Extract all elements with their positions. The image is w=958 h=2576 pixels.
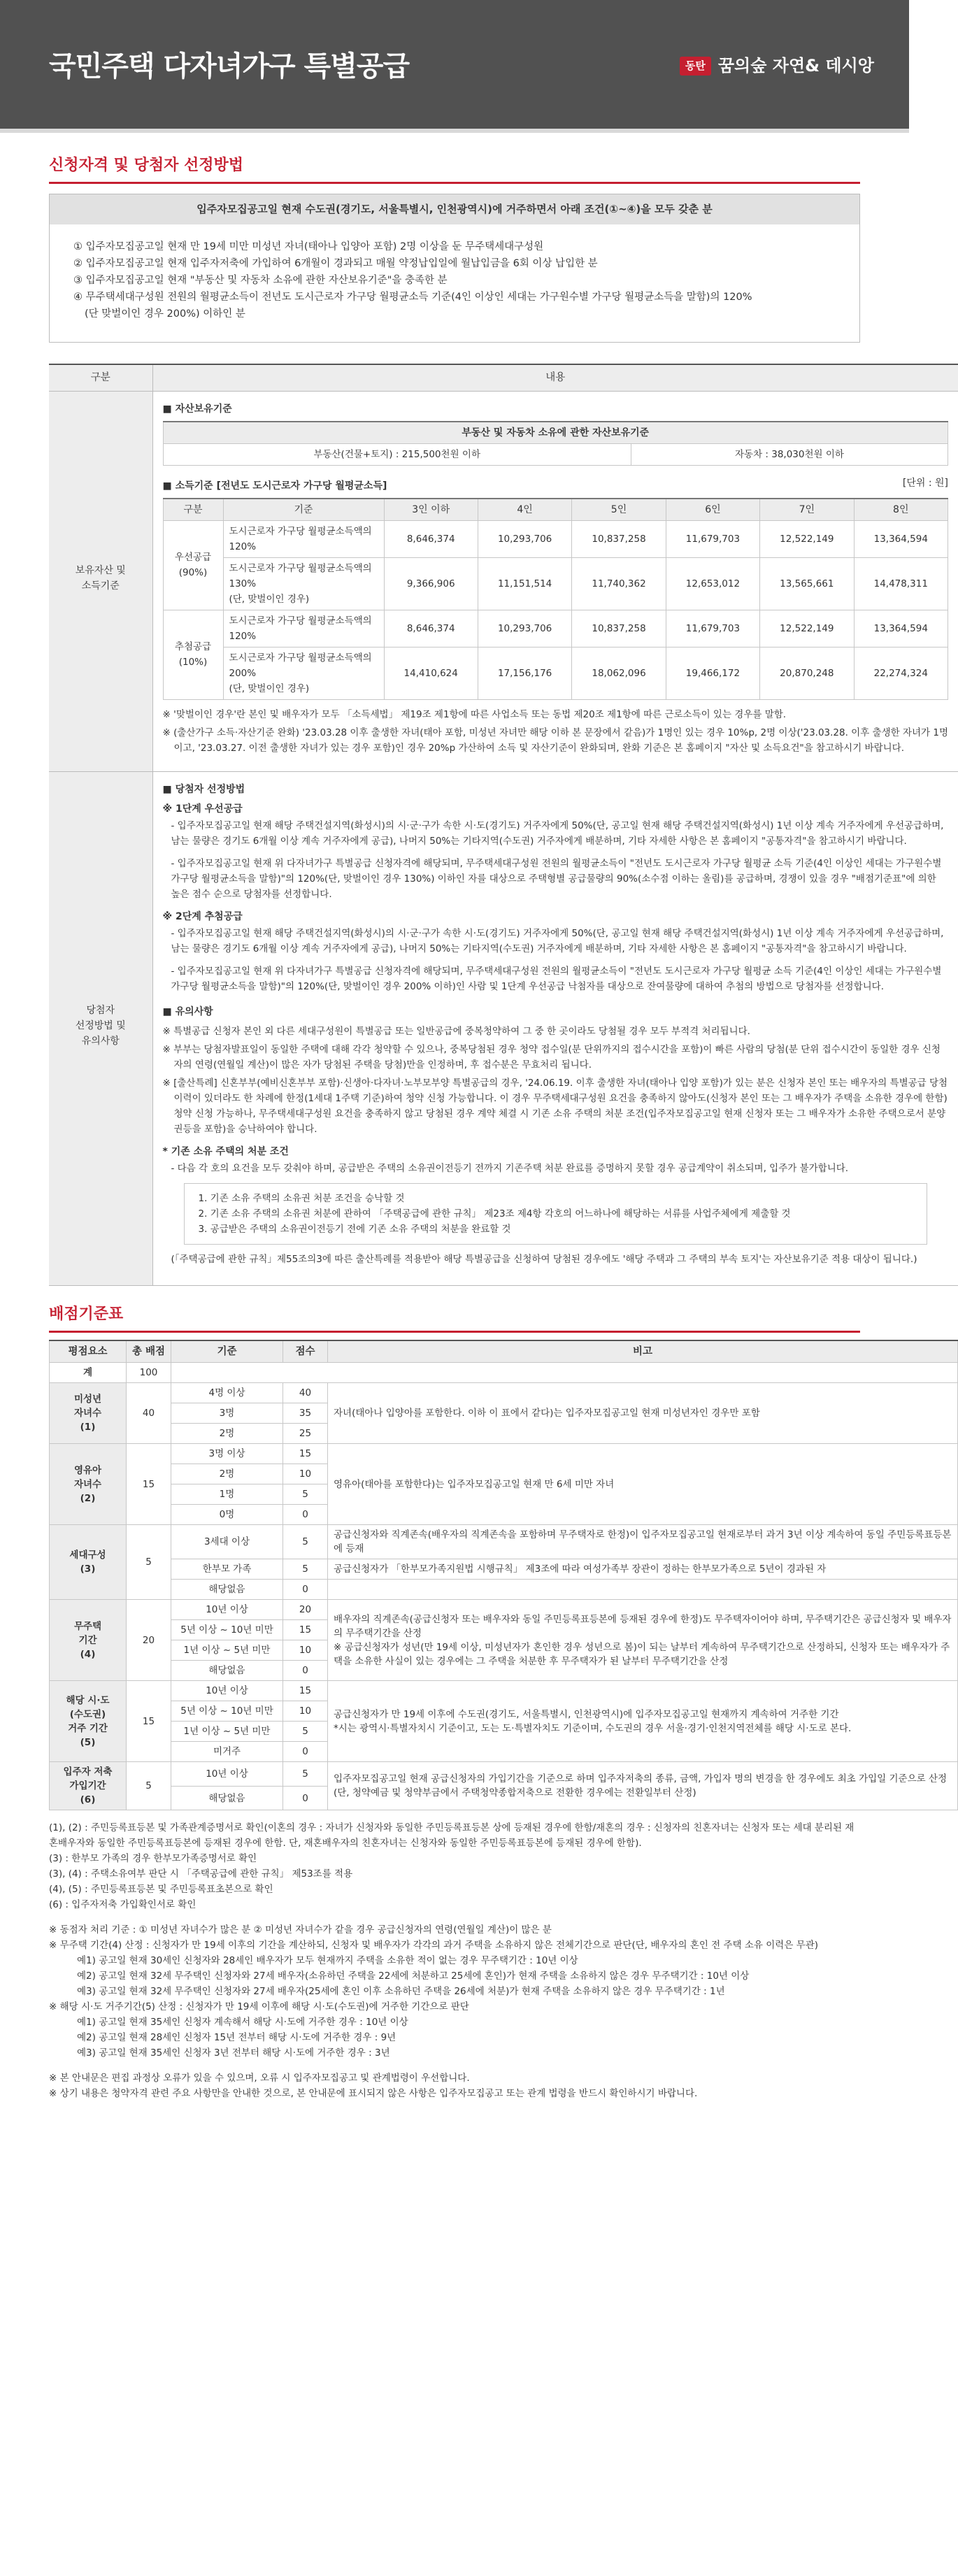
score-criterion: 1년 이상 ~ 5년 미만 [171,1722,283,1742]
score-points: 35 [283,1403,328,1424]
asset-head: 부동산 및 자동차 소유에 관한 자산보유기준 [163,422,948,444]
score-max: 15 [127,1681,171,1762]
score-points: 5 [283,1762,328,1787]
income-value: 13,565,661 [760,557,854,610]
phase1-title: ※ 1단계 우선공급 [162,803,243,815]
footnote: 예1) 공고일 현재 35세인 신청자 계속해서 해당 시·도에 거주한 경우 : 10년 이상 [77,2017,408,2028]
score-points: 10 [283,1701,328,1722]
income-col-header: 구분 [163,499,223,521]
income-col-header: 8인 [854,499,948,521]
income-value: 10,837,258 [572,520,666,557]
score-total-label: 계 [50,1363,127,1383]
income-col-header: 5인 [572,499,666,521]
income-note: ※ (출산가구 소득·자산기준 완화) '23.03.28 이후 출생한 자녀(태아 포함, 미성년 자녀만 해당 이하 본 문장에서 같음)가 1명인 있는 경우 10%p, 2명 이상('23.03.28. 이후 출생한 자녀가 1명이고, '23.03.27. 이전 출생한 자녀가 있는 경우 포함)인 경우 20%p 가산하여 소득 및 자산기준이 완화되며, 완화 기준은 본 홈페이지 "자산 및 소득요건"을 참고하시기 바랍니다. [162,727,949,754]
dispose-box [184,1183,928,1245]
income-value: 12,522,149 [760,520,854,557]
income-value: 8,646,374 [384,520,478,557]
income-group: 우선공급 (90%) [163,520,223,610]
score-col-header: 점수 [283,1340,328,1363]
income-criteria: 도시근로자 가구당 월평균소득액의 200% (단, 맞벌이인 경우) [223,647,384,699]
asset-table [163,421,949,466]
income-value: 10,293,706 [478,520,571,557]
income-note: ※ '맞벌이인 경우'란 본인 및 배우자가 모두 「소득세법」 제19조 제1항에 따른 사업소득 또는 동법 제20조 제1항에 따른 근로소득이 있는 경우를 말함. [162,708,787,720]
empty-cell [328,1580,958,1600]
score-points: 40 [283,1383,328,1403]
phase1-para: - 입주자모집공고일 현재 해당 주택건설지역(화성시)의 시·군·구가 속한 시·도(경기도) 거주자에게 50%(단, 공고일 현재 해당 주택건설지역(화성시) 1년 이상 계속 거주자에게 우선공급하며, 남는 물량은 경기도 6개월 이상 계속 거주자에게 공급), 나머지 50%는 기타지역(수도권) 거주자에게 배분하며, 기타 자세한 사항은 본 홈페이지 "공통자격"을 참고하시기 바랍니다. [171,820,944,847]
eligibility-table [49,364,958,1286]
footnote: ※ 본 안내문은 편집 과정상 오류가 있을 수 있으며, 오류 시 입주자모집공고 및 관계법령이 우선합니다. [49,2073,470,2084]
score-note: 자녀(태아나 입양아를 포함한다. 이하 이 표에서 같다)는 입주자모집공고일 현재 미성년자인 경우만 포함 [328,1383,958,1444]
score-criterion: 0명 [171,1505,283,1525]
row-label-text: 당첨자 선정방법 및 유의사항 [75,1004,126,1047]
income-value: 12,653,012 [666,557,759,610]
score-note: 입주자모집공고일 현재 공급신청자의 가입기간을 기준으로 하며 입주자저축의 종류, 금액, 가입자 명의 변경을 한 경우에도 최초 가입일 기준으로 산정 (단, 청약예금 및 청약부금에서 주택청약종합저축으로 전환한 경우에는 전환일부터 산정) [328,1762,958,1810]
caution-title: ■ 유의사항 [162,1006,213,1017]
score-points: 0 [283,1505,328,1525]
score-factor: 해당 시·도 (수도권) 거주 기간 (5) [50,1681,127,1762]
score-max: 5 [127,1525,171,1600]
income-criteria: 도시근로자 가구당 월평균소득액의 120% [223,520,384,557]
condition-item: ③ 입주자모집공고일 현재 "부동산 및 자동차 소유에 관한 자산보유기준"을 충족한 분 [73,275,448,287]
caution-list [163,1024,949,1137]
score-criterion: 1년 이상 ~ 5년 미만 [171,1640,283,1661]
income-col-header: 6인 [666,499,759,521]
condition-item: ④ 무주택세대구성원 전원의 월평균소득이 전년도 도시근로자 가구당 월평균소득 기준(4인 이상인 세대는 가구원수별 가구당 월평균소득을 말함)의 120% [73,292,752,303]
income-value: 13,364,594 [854,610,948,647]
footnote: ※ 해당 시·도 거주기간(5) 산정 : 신청자가 만 19세 이후에 해당 시·도(수도권)에 거주한 기간으로 판단 [49,2001,469,2013]
footnote [49,2061,860,2070]
income-value: 10,837,258 [572,610,666,647]
income-value: 11,679,703 [666,610,759,647]
score-note: 영유아(태아를 포함한다)는 입주자모집공고일 현재 만 6세 미만 자녀 [328,1444,958,1525]
score-max: 20 [127,1600,171,1681]
table-row [50,1559,958,1580]
table-row [50,1383,958,1403]
score-criterion: 3명 이상 [171,1444,283,1464]
income-value: 11,151,514 [478,557,571,610]
condition-item: (단 맞벌이인 경우 200%) 이하인 분 [85,308,245,320]
table-row [50,1762,958,1787]
income-value: 10,293,706 [478,610,571,647]
score-criterion: 해당없음 [171,1786,283,1810]
score-points: 25 [283,1424,328,1444]
caution-item: ※ 특별공급 신청자 본인 외 다른 세대구성원이 특별공급 또는 일반공급에 중복청약하여 그 중 한 곳이라도 당첨될 경우 모두 부적격 처리됩니다. [162,1025,750,1037]
brand [680,53,874,79]
footnote: (3), (4) : 주택소유여부 판단 시 「주택공급에 관한 규칙」 제53조를 적용 [49,1868,353,1880]
table-row [50,1580,958,1600]
footnote: ※ 무주택 기간(4) 산정 : 신청자가 만 19세 이후의 기간을 계산하되, 신청자 및 배우자가 각각의 과거 주택을 소유하지 않은 전체기간으로 판단(단, 배우자의 혼인 전 주택 소유 이력은 무관) [49,1940,819,1952]
income-value: 18,062,096 [572,647,666,699]
income-title: ■ 소득기준 [전년도 도시근로자 가구당 월평균소득] [162,480,387,492]
score-max: 5 [127,1762,171,1810]
score-points: 0 [283,1580,328,1600]
dispose-item: 2. 기존 소유 주택의 소유권 처분에 관하여 「주택공급에 관한 규칙」 제23조 제4항 각호의 어느하나에 해당하는 서류를 사업주체에게 제출할 것 [198,1208,791,1219]
income-value: 22,274,324 [854,647,948,699]
section-title-score: 배점기준표 [49,1305,124,1323]
asset-car: 자동차 : 38,030천원 이하 [631,443,948,465]
income-col-header: 4인 [478,499,571,521]
income-value: 20,870,248 [760,647,854,699]
footnote: ※ 동점자 처리 기준 : ① 미성년 자녀수가 많은 분 ② 미성년 자녀수가 같을 경우 공급신청자의 연령(연월일 계산)이 많은 분 [49,1924,552,1936]
score-points: 5 [283,1484,328,1505]
assets-content [152,391,958,771]
table-row [50,1681,958,1701]
dispose-text: - 다음 각 호의 요건을 모두 갖춰야 하며, 공급받은 주택의 소유권이전등기 전까지 기존주택 처분 완료를 증명하지 못할 경우 공급계약이 취소되며, 입주가 불가합니다. [171,1162,849,1174]
condition-item: ① 입주자모집공고일 현재 만 19세 미만 미성년 자녀(태아나 입양아 포함) 2명 이상을 둔 무주택세대구성원 [73,241,544,253]
score-col-header: 비고 [328,1340,958,1363]
income-value: 14,410,624 [384,647,478,699]
selection-content [152,771,958,1285]
score-total: 100 [127,1363,171,1383]
score-col-header: 기준 [171,1340,283,1363]
score-criterion: 10년 이상 [171,1681,283,1701]
score-factor: 입주자 저축 가입기간 (6) [50,1762,127,1810]
row-label-selection [49,771,152,1285]
footnote: ※ 상기 내용은 청약자격 관련 주요 사항만을 안내한 것으로, 본 안내문에 표시되지 않은 사항은 입주자모집공고 또는 관계 법령을 반드시 확인하시기 바랍니다. [49,2088,698,2100]
condition-head: 입주자모집공고일 현재 수도권(경기도, 서울특별시, 인천광역시)에 거주하면서 아래 조건(①~④)을 모두 갖춘 분 [50,194,859,224]
income-value: 11,679,703 [666,520,759,557]
footnote: (3) : 한부모 가족의 경우 한부모가족증명서로 확인 [49,1853,257,1865]
asset-title: ■ 자산보유기준 [162,403,232,415]
income-value: 19,466,172 [666,647,759,699]
score-points: 15 [283,1620,328,1640]
region-badge: 동탄 [680,57,711,76]
dispose-title: * 기존 소유 주택의 처분 조건 [162,1145,289,1157]
income-value: 12,522,149 [760,610,854,647]
income-value: 11,740,362 [572,557,666,610]
score-criterion: 4명 이상 [171,1383,283,1403]
unit-label: [단위 : 원] [902,477,948,489]
score-factor: 미성년 자녀수 (1) [50,1383,127,1444]
score-points: 0 [283,1786,328,1810]
footnote: 예3) 공고일 현재 35세인 신청자 3년 전부터 해당 시·도에 거주한 경우 : 3년 [77,2047,390,2059]
income-table [163,498,949,700]
score-criterion: 미거주 [171,1742,283,1762]
table-row [50,1525,958,1559]
income-col-header: 기준 [223,499,384,521]
footnote: 예3) 공고일 현재 32세 무주택인 신청자와 27세 배우자(25세에 혼인 이후 소유하던 주택을 26세에 처분)가 현재 주택을 소유하지 않은 경우 무주택기간 : 1년 [77,1986,725,1998]
dispose-item: 1. 기존 소유 주택의 소유권 처분 조건을 승낙할 것 [198,1192,405,1204]
footnote: 예2) 공고일 현재 32세 무주택인 신청자와 27세 배우자(소유하던 주택을 22세에 처분하고 25세에 혼인)가 현재 주택을 소유하지 않은 경우 무주택기간 : 10년 이상 [77,1970,750,1982]
footnote: 예1) 공고일 현재 30세인 신청자와 28세인 배우자가 모두 현재까지 주택을 소유한 적이 없는 경우 무주택기간 : 10년 이상 [77,1955,578,1967]
score-criterion: 5년 이상 ~ 10년 미만 [171,1620,283,1640]
condition-item: ② 입주자모집공고일 현재 입주자저축에 가입하여 6개월이 경과되고 매월 약정납입일에 월납입금을 6회 이상 납입한 분 [73,258,598,270]
col-header-category: 구분 [49,364,152,391]
phase1-para: - 입주자모집공고일 현재 위 다자녀가구 특별공급 신청자격에 해당되며, 무주택세대구성원 전원의 월평균소득이 "전년도 도시근로자 가구당 월평균 소득 기준(4인 이상인 세대는 가구원수별 가구당 월평균소득을 말함)"의 120%(단, 맞벌이인 경우 130%) 이하인 자를 대상으로 주택형별 공급물량의 90%(소수점 이하는 올림)를 공급하며, 경쟁이 있을 경우 "배점기준표"에 의한 높은 점수 순으로 당첨자를 선정합니다. [171,857,942,900]
row-label-assets [49,391,152,771]
row-label-text: 보유자산 및 소득기준 [75,565,126,592]
income-notes [163,707,949,756]
score-points: 5 [283,1525,328,1559]
footnotes [49,1820,860,1912]
selection-title: ■ 당첨자 선정방법 [162,783,245,795]
table-row [50,1600,958,1620]
score-note: 공급신청자가 만 19세 이후에 수도권(경기도, 서울특별시, 인천광역시)에 입주자모집공고일 현재까지 계속하여 거주한 기간 *시는 광역시·특별자치시 기준이고, 도는 도·특별자치도 기준이며, 수도권의 경우 서울·경기·인천지역전체를 해당 시·도로 본다. [328,1681,958,1762]
score-max: 15 [127,1444,171,1525]
score-points: 15 [283,1681,328,1701]
score-points: 5 [283,1559,328,1580]
score-points: 10 [283,1464,328,1484]
score-criterion: 10년 이상 [171,1762,283,1787]
score-factor: 영유아 자녀수 (2) [50,1444,127,1525]
score-table [49,1340,958,1810]
phase2-title: ※ 2단계 추첨공급 [162,910,243,922]
footnote: (4), (5) : 주민등록표등본 및 주민등록표초본으로 확인 [49,1884,273,1896]
score-col-header: 총 배점 [127,1340,171,1363]
income-col-header: 7인 [760,499,854,521]
caution-item: ※ [출산특례] 신혼부부(예비신혼부부 포함)·신생아·다자녀·노부모부양 특별공급의 경우, '24.06.19. 이후 출생한 자녀(태아나 입양 포함)가 있는 분은 신청자 본인 또는 배우자의 특별공급 당첨이력이 있더라도 한 차례에 한정(1세대 1주택 기준)하여 청약 신청 가능합니다. 이 경우 무주택세대구성원 요건을 충족하지 않아도(신청자 본인 또는 그 배우자가 주택을 소유한 경우에 한함) 청약 신청 가능하나, 무주택세대구성원 요건을 충족하지 않고 당첨된 경우 계약 체결 시 기존 소유 주택의 처분 조건(입주자모집공고일 현재 신청자 또는 그 배우자가 소유한 주택으로서 분양권등을 포함)을 승낙하여야 합니다. [162,1077,948,1135]
phase2-para: - 입주자모집공고일 현재 위 다자녀가구 특별공급 신청자격에 해당되며, 무주택세대구성원 전원의 월평균소득이 "전년도 도시근로자 가구당 월평균 소득 기준(4인 이상인 세대는 가구원수별 가구당 월평균소득을 말함)"의 120%(단, 맞벌이인 경우 200% 이하)인 사람 및 1단계 우선공급 낙첨자를 대상으로 잔여물량에 대하여 추첨의 방법으로 당첨자를 선정합니다. [171,965,942,992]
phase2-paras [163,926,949,994]
phase1-paras [163,818,949,902]
col-header-content: 내용 [152,364,958,391]
table-row [163,520,948,557]
divider [49,1331,860,1333]
condition-box [49,194,860,343]
income-group: 추첨공급 (10%) [163,610,223,699]
footnote: (1), (2) : 주민등록표등본 및 가족관계증명서로 확인(이혼의 경우 : 자녀가 신청자와 동일한 주민등록표등본 상에 등재된 경우에 한함/재혼의 경우 : 신청자의 친혼자녀는 신청자 또는 세대 분리된 재혼배우자와 동일한 주민등록표등본에 등재된 경우에 한함. 단, 재혼배우자의 친혼자녀는 신청자와 동일한 주민등록표등본에 등재된 경우에 한함). [49,1822,855,1849]
section-title-eligibility: 신청자격 및 당첨자 선정방법 [49,157,244,174]
score-points: 10 [283,1640,328,1661]
score-points: 15 [283,1444,328,1464]
score-max: 40 [127,1383,171,1444]
score-note: 배우자의 직계존속(공급신청자 또는 배우자와 동일 주민등록표등본에 등재된 경우에 한정)도 무주택자이어야 하며, 무주택기간은 공급신청자 및 배우자의 무주택기간을 산정 ※ 공급신청자가 성년(만 19세 이상, 미성년자가 혼인한 경우 성년으로 봄)이 되는 날부터 계속하여 무주택기간으로 산정하되, 신청자 또는 배우자가 주택을 소유한 사실이 있는 경우에는 그 주택을 처분한 후 무주택자가 된 날부터 무주택기간을 산정 [328,1600,958,1681]
table-row [163,647,948,699]
condition-list [50,224,859,342]
income-col-header: 3인 이하 [384,499,478,521]
table-row [163,610,948,647]
score-criterion: 2명 [171,1424,283,1444]
phase2-para: - 입주자모집공고일 현재 해당 주택건설지역(화성시)의 시·군·구가 속한 시·도(경기도) 거주자에게 50%(단, 공고일 현재 해당 주택건설지역(화성시) 1년 이상 계속 거주자에게 우선공급하며, 남는 물량은 경기도 6개월 이상 계속 거주자에게 공급), 나머지 50%는 기타지역(수도권) 거주자에게 배분하며, 기타 자세한 사항은 본 홈페이지 "공통자격"을 참고하시기 바랍니다. [171,927,944,954]
score-note: 공급신청자가 「한부모가족지원법 시행규칙」 제3조에 따라 여성가족부 장관이 정하는 한부모가족으로 5년이 경과된 자 [328,1559,958,1580]
score-points: 5 [283,1722,328,1742]
score-col-header: 평점요소 [50,1340,127,1363]
score-criterion: 한부모 가족 [171,1559,283,1580]
score-criterion: 2명 [171,1464,283,1484]
empty-cell [171,1363,958,1383]
score-points: 20 [283,1600,328,1620]
table-row [50,1444,958,1464]
footnote: (6) : 입주자저축 가입확인서로 확인 [49,1899,196,1911]
score-criterion: 3명 [171,1403,283,1424]
asset-property: 부동산(건물+토지) : 215,500천원 이하 [163,443,631,465]
score-factor: 무주택 기간 (4) [50,1600,127,1681]
income-value: 17,156,176 [478,647,571,699]
income-criteria: 도시근로자 가구당 월평균소득액의 120% [223,610,384,647]
footnotes-2 [49,1922,860,2101]
score-note: 공급신청자와 직계존속(배우자의 직계존속을 포함하며 무주택자로 한정)이 입주자모집공고일 현재로부터 과거 3년 이상 계속하여 동일 주민등록표등본에 등재 [328,1525,958,1559]
income-value: 9,366,906 [384,557,478,610]
caution-item: ※ 부부는 당첨자발표일이 동일한 주택에 대해 각각 청약할 수 있으나, 중복당첨된 경우 청약 접수일(분 단위까지의 접수시간을 포함)이 빠른 사람의 당첨(분 단위 접수시간이 동일한 경우 신청자의 연령(연월일 계산)이 많은 자가 당첨된 주택을 당첨)만을 인정하며, 후 접수분은 무효처리 됩니다. [162,1043,941,1071]
score-criterion: 해당없음 [171,1661,283,1681]
table-row [163,557,948,610]
brand-name: 꿈의숲 자연& 데시앙 [717,56,874,76]
income-value: 8,646,374 [384,610,478,647]
score-criterion: 해당없음 [171,1580,283,1600]
income-value: 13,364,594 [854,520,948,557]
score-criterion: 3세대 이상 [171,1525,283,1559]
divider [49,182,860,184]
page-header [0,0,909,133]
score-factor: 세대구성 (3) [50,1525,127,1600]
dispose-item: 3. 공급받은 주택의 소유권이전등기 전에 기존 소유 주택의 처분을 완료할 것 [198,1223,511,1235]
score-points: 0 [283,1742,328,1762]
page-title: 국민주택 다자녀가구 특별공급 [49,50,410,83]
score-criterion: 10년 이상 [171,1600,283,1620]
score-criterion: 5년 이상 ~ 10년 미만 [171,1701,283,1722]
score-criterion: 1명 [171,1484,283,1505]
income-criteria: 도시근로자 가구당 월평균소득액의 130% (단, 맞벌이인 경우) [223,557,384,610]
income-value: 14,478,311 [854,557,948,610]
score-points: 0 [283,1661,328,1681]
dispose-note: (「주택공급에 관한 규칙」제55조의3에 따른 출산특례를 적용받아 해당 특별공급을 신청하여 당첨된 경우에도 '해당 주택과 그 주택의 부속 토지'는 자산보유기준 적용 대상이 됩니다.) [171,1253,917,1265]
footnote: 예2) 공고일 현재 28세인 신청자 15년 전부터 해당 시·도에 거주한 경우 : 9년 [77,2032,396,2044]
